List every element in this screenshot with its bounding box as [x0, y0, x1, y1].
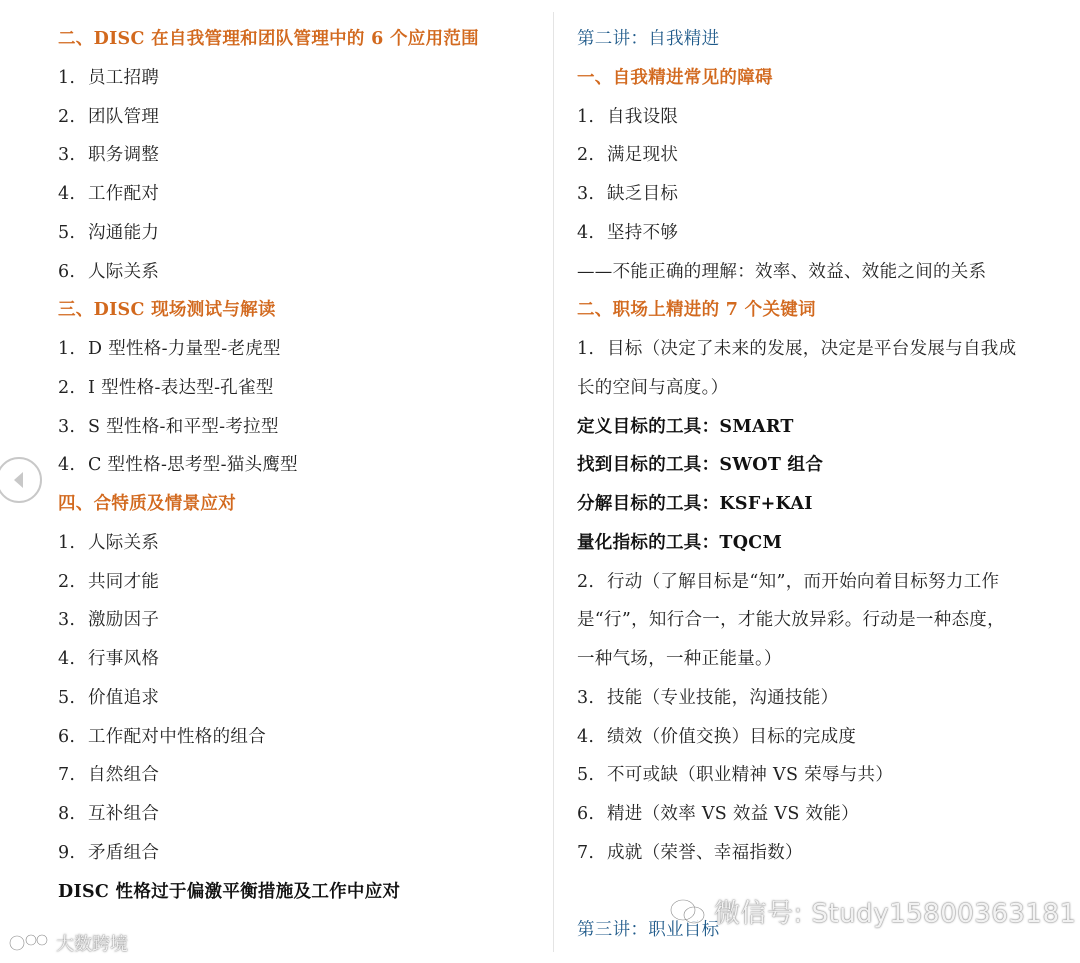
- line-text: ——不能正确的理解：效率、效益、效能之间的关系: [577, 261, 987, 282]
- list-item: [58, 840, 159, 866]
- list-item: [577, 181, 678, 207]
- line-text: 长的空间与高度。）: [577, 377, 729, 398]
- wechat-watermark: [668, 893, 1077, 930]
- line-text: 定义目标的工具：SMART: [577, 416, 794, 437]
- list-item-number: 3.: [58, 145, 76, 166]
- section-heading: [58, 26, 479, 52]
- wechat-id-text: 微信号: Study15800363181: [714, 899, 1077, 929]
- list-item-number: 5.: [58, 687, 76, 708]
- section-heading: [58, 297, 276, 323]
- list-item: [577, 569, 999, 595]
- line-text: 四、合特质及情景应对: [58, 494, 236, 514]
- list-item: [58, 646, 159, 672]
- list-item-number: 1.: [577, 106, 595, 127]
- line-text: 激励因子: [88, 610, 160, 631]
- text-line: [577, 259, 986, 285]
- line-text: 行动（了解目标是“知”，而开始向着目标努力工作: [607, 571, 1000, 592]
- line-text: C 型性格-思考型-猫头鹰型: [88, 455, 298, 476]
- list-item-number: 5.: [58, 222, 76, 243]
- section-heading: [58, 491, 236, 517]
- line-text: 是“行”，知行合一，才能大放异彩。行动是一种态度，: [577, 610, 1005, 631]
- line-text: 自然组合: [88, 765, 160, 786]
- line-text: 量化指标的工具：TQCM: [577, 532, 783, 553]
- line-text: 团队管理: [88, 106, 160, 127]
- text-line: [577, 375, 728, 401]
- list-item: [58, 569, 159, 595]
- list-item: [58, 762, 159, 788]
- list-item-number: 1.: [58, 67, 76, 88]
- list-item-number: 6.: [577, 804, 595, 824]
- list-item-number: 3.: [58, 610, 76, 631]
- line-text: 第三讲：职业目标: [577, 919, 720, 940]
- list-item-number: 3.: [577, 687, 595, 708]
- line-text: DISC 性格过于偏激平衡措施及工作中应对: [58, 881, 401, 902]
- list-item-number: 7.: [577, 842, 595, 863]
- list-item-number: 2.: [577, 145, 595, 166]
- line-text: 矛盾组合: [88, 842, 160, 863]
- bold-line: [577, 530, 782, 556]
- line-text: 员工招聘: [88, 67, 160, 88]
- chevron-left-icon: [8, 469, 30, 491]
- list-item: [58, 259, 159, 285]
- line-text: S 型性格-和平型-考拉型: [88, 416, 279, 437]
- line-text: D 型性格-力量型-老虎型: [88, 339, 281, 359]
- list-item: [577, 724, 856, 750]
- list-item-number: 6.: [58, 261, 76, 282]
- list-item-number: 1.: [577, 339, 595, 359]
- line-text: 行事风格: [88, 649, 160, 669]
- list-item-number: 1.: [58, 532, 76, 553]
- line-text: 三、DISC 现场测试与解读: [58, 300, 276, 321]
- list-item: [58, 530, 159, 556]
- list-item-number: 4.: [58, 455, 76, 476]
- line-text: 沟通能力: [88, 222, 160, 243]
- list-item-number: 9.: [58, 842, 76, 863]
- wechat-icon: [668, 897, 708, 927]
- list-item: [577, 336, 1016, 362]
- line-text: 互补组合: [88, 804, 160, 824]
- line-text: 分解目标的工具：KSF+KAI: [577, 494, 813, 514]
- previous-page-button[interactable]: [0, 457, 42, 503]
- line-text: 工作配对中性格的组合: [88, 726, 266, 747]
- list-item: [58, 65, 159, 91]
- line-text: 价值追求: [88, 687, 160, 708]
- line-text: 成就（荣誉、幸福指数）: [607, 842, 803, 863]
- list-item-number: 8.: [58, 804, 76, 824]
- line-text: 二、职场上精进的 7 个关键词: [577, 300, 816, 321]
- text-line: [577, 646, 782, 672]
- list-item-number: 1.: [58, 339, 76, 359]
- list-item-number: 2.: [58, 377, 76, 398]
- brand-name-text: 大数跨境: [56, 934, 128, 955]
- list-item: [577, 840, 803, 866]
- list-item: [577, 104, 678, 130]
- line-text: 人际关系: [88, 261, 160, 282]
- list-item-number: 2.: [58, 571, 76, 592]
- line-text: 绩效（价值交换）目标的完成度: [607, 726, 857, 747]
- list-item-number: 3.: [58, 416, 76, 437]
- line-text: 一种气场，一种正能量。）: [577, 649, 782, 669]
- list-item-number: 2.: [577, 571, 595, 592]
- list-item-number: 4.: [58, 649, 76, 669]
- bold-line: [577, 414, 794, 440]
- list-item-number: 2.: [58, 106, 76, 127]
- list-item: [58, 336, 281, 362]
- list-item-number: 4.: [577, 726, 595, 747]
- line-text: 不可或缺（职业精神 VS 荣辱与共）: [607, 765, 894, 786]
- line-text: 目标（决定了未来的发展，决定是平台发展与自我成: [607, 339, 1017, 359]
- line-text: I 型性格-表达型-孔雀型: [88, 377, 274, 398]
- line-text: 工作配对: [88, 184, 160, 204]
- list-item-number: 7.: [58, 765, 76, 786]
- list-item-number: 4.: [58, 184, 76, 204]
- list-item: [58, 724, 266, 750]
- list-item: [58, 220, 159, 246]
- list-item: [577, 801, 859, 827]
- line-text: 自我设限: [607, 106, 679, 127]
- list-item-number: 6.: [58, 726, 76, 747]
- line-text: 坚持不够: [607, 222, 679, 243]
- line-text: 精进（效率 VS 效益 VS 效能）: [607, 804, 859, 824]
- line-text: 共同才能: [88, 571, 160, 592]
- list-item: [58, 414, 279, 440]
- list-item: [58, 607, 159, 633]
- line-text: 人际关系: [88, 532, 160, 553]
- bold-line: [577, 452, 823, 478]
- line-text: 职务调整: [88, 145, 160, 166]
- column-divider: [553, 12, 554, 952]
- list-item: [577, 142, 678, 168]
- list-item: [58, 801, 159, 827]
- line-text: 技能（专业技能，沟通技能）: [607, 687, 839, 708]
- list-item: [58, 685, 159, 711]
- list-item: [58, 104, 159, 130]
- list-item: [577, 220, 678, 246]
- line-text: 第二讲：自我精进: [577, 29, 720, 49]
- line-text: 一、自我精进常见的障碍: [577, 67, 773, 88]
- lecture-heading: [577, 26, 719, 52]
- list-item-number: 4.: [577, 222, 595, 243]
- list-item-number: 3.: [577, 184, 595, 204]
- list-item: [58, 375, 274, 401]
- list-item: [58, 181, 159, 207]
- section-heading: [577, 65, 773, 91]
- line-text: 满足现状: [607, 145, 679, 166]
- list-item: [577, 762, 893, 788]
- line-text: 二、DISC 在自我管理和团队管理中的 6 个应用范围: [58, 29, 479, 49]
- bold-line: [577, 491, 813, 517]
- list-item: [577, 685, 838, 711]
- bold-line: [58, 879, 400, 905]
- line-text: 缺乏目标: [607, 184, 679, 204]
- list-item: [58, 142, 159, 168]
- list-item: [58, 452, 298, 478]
- section-heading: [577, 297, 816, 323]
- brand-watermark: [8, 930, 128, 956]
- text-line: [577, 607, 1005, 633]
- list-item-number: 5.: [577, 765, 595, 786]
- line-text: 找到目标的工具：SWOT 组合: [577, 455, 824, 476]
- brand-logo-icon: [8, 931, 52, 955]
